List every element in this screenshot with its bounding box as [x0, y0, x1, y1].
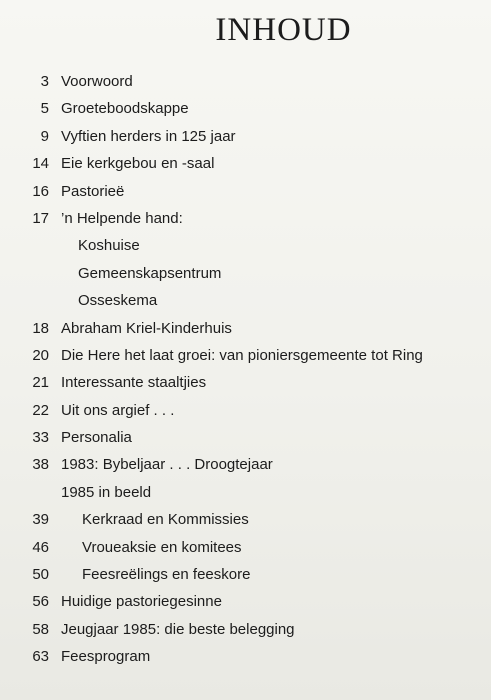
toc-entry-title: Uit ons argief . . . — [61, 401, 175, 419]
toc-subentry-title: Osseskema — [78, 292, 158, 310]
toc-entry-title: Jeugjaar 1985: die beste belegging — [61, 620, 295, 638]
toc-entry-title: Eie kerkgebou en -saal — [61, 155, 215, 173]
toc-entry — [0, 424, 491, 451]
toc-subentry — [0, 260, 491, 287]
toc-subentry-title: Koshuise — [78, 237, 140, 255]
toc-entry — [0, 397, 491, 424]
toc-entry-title: Personalia — [61, 429, 132, 447]
toc-subentry-title: Feesreëlings en feeskore — [82, 566, 251, 584]
toc-page-number: 17 — [32, 209, 49, 227]
toc-page-number: 46 — [32, 538, 49, 556]
toc-page-number: 3 — [40, 73, 49, 90]
toc-subentry — [0, 534, 491, 561]
toc-entry-title: Die Here het laat groei: van pioniersgemeente tot Ring — [61, 346, 423, 364]
toc-page-number: 50 — [32, 566, 49, 584]
toc-entry — [0, 451, 491, 478]
toc-entry — [0, 123, 491, 150]
toc-entry — [0, 479, 491, 506]
toc-page-number: 38 — [32, 456, 49, 474]
toc-entry — [0, 315, 491, 342]
toc-entry — [0, 205, 491, 232]
toc-page-number: 20 — [32, 346, 49, 364]
toc-page-number: 58 — [32, 620, 49, 638]
toc-entry — [0, 95, 491, 122]
toc-subentry-title: Vroueaksie en komitees — [82, 538, 242, 556]
toc-page-number: 9 — [40, 127, 49, 145]
toc-page-number: 5 — [40, 100, 49, 118]
toc-page-number: 16 — [32, 182, 49, 200]
toc-entry — [0, 369, 491, 396]
toc-entry-title: Interessante staaltjies — [61, 374, 207, 392]
toc-entry-title: 1985 in beeld — [61, 483, 152, 501]
toc-entry-title: Feesprogram — [61, 648, 151, 666]
toc-page-number: 63 — [32, 648, 49, 666]
toc-entry-title: 1983: Bybeljaar . . . Droogtejaar — [61, 456, 273, 474]
toc-entry-title: Pastorieë — [61, 182, 125, 200]
toc-page-number: 56 — [32, 593, 49, 611]
toc-entry-title: Huidige pastoriegesinne — [61, 593, 222, 611]
toc-entry-title: Groeteboodskappe — [61, 100, 189, 118]
toc-subentry — [0, 287, 491, 314]
toc-entry — [0, 178, 491, 205]
toc-subentry — [0, 506, 491, 533]
toc-entry — [0, 150, 491, 177]
toc-entry-title: Voorwoord — [61, 73, 133, 90]
toc-page-number: 21 — [32, 374, 49, 392]
toc-subentry — [0, 232, 491, 259]
toc-entry — [0, 616, 491, 643]
table-of-contents — [0, 68, 491, 671]
toc-entry — [0, 588, 491, 615]
toc-entry — [0, 342, 491, 369]
toc-entry — [0, 643, 491, 670]
toc-page-number: 18 — [32, 319, 49, 337]
toc-entry-title: Abraham Kriel-Kinderhuis — [61, 319, 232, 337]
toc-subentry-title: Gemeenskapsentrum — [78, 264, 222, 282]
toc-entry — [0, 68, 491, 95]
page-title: INHOUD — [215, 12, 352, 48]
toc-page-number: 14 — [32, 155, 49, 173]
toc-page-number: 22 — [32, 401, 49, 419]
toc-page-number: 33 — [32, 429, 49, 447]
toc-subentry-title: Kerkraad en Kommissies — [82, 511, 249, 529]
toc-subentry — [0, 561, 491, 588]
toc-entry-title: Vyftien herders in 125 jaar — [61, 127, 236, 145]
toc-entry-title: ’n Helpende hand: — [61, 209, 183, 227]
toc-page-number: 39 — [32, 511, 49, 529]
